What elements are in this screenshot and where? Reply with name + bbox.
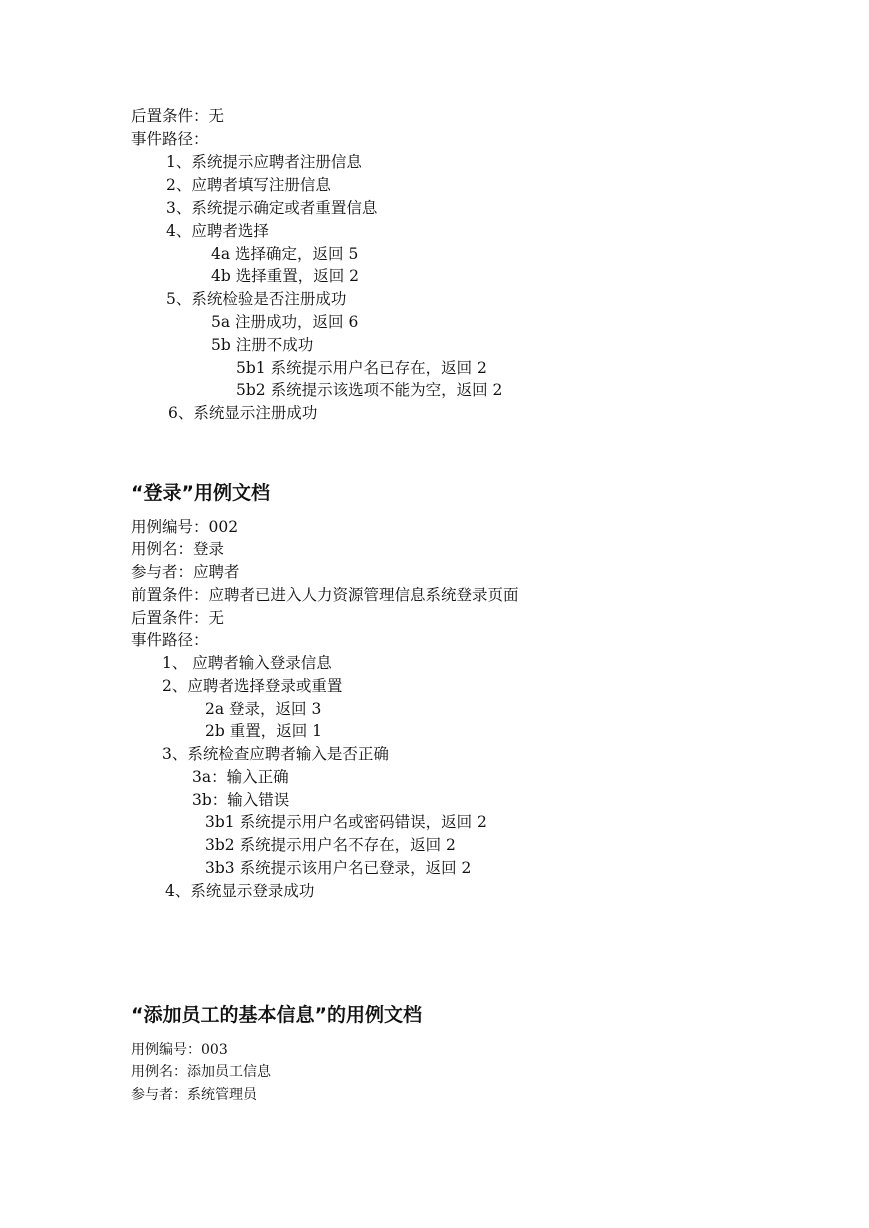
step-5b1: 5b1 系统提示用户名已存在，返回 2 [236,359,487,377]
use-case-id: 用例编号：002 [131,518,239,536]
actor: 参与者：系统管理员 [131,1087,257,1103]
step-3b3: 3b3 系统提示该用户名已登录，返回 2 [205,859,472,877]
step-2: 2、应聘者填写注册信息 [166,176,331,194]
event-path-label: 事件路径： [131,130,209,148]
use-case-name: 用例名：登录 [131,540,225,558]
login-section-title: “登录”用例文档 [131,482,270,504]
add-employee-section-title: “添加员工的基本信息”的用例文档 [131,1004,422,1026]
pre-condition: 前置条件：应聘者已进入人力资源管理信息系统登录页面 [131,586,519,604]
step-2: 2、应聘者选择登录或重置 [162,677,343,695]
step-4b: 4b 选择重置，返回 2 [211,267,359,285]
step-4a: 4a 选择确定，返回 5 [211,245,359,263]
step-6: 6、系统显示注册成功 [168,404,318,422]
step-1: 1、 应聘者输入登录信息 [162,654,332,672]
post-condition: 后置条件：无 [131,107,225,125]
step-3b: 3b：输入错误 [192,791,290,809]
step-3a: 3a：输入正确 [192,768,289,786]
step-3: 3、系统提示确定或者重置信息 [166,199,378,217]
post-condition: 后置条件：无 [131,609,225,627]
step-5a: 5a 注册成功，返回 6 [211,313,359,331]
step-4: 4、系统显示登录成功 [165,882,315,900]
step-2a: 2a 登录，返回 3 [205,700,322,718]
use-case-name: 用例名：添加员工信息 [131,1064,271,1080]
step-1: 1、系统提示应聘者注册信息 [166,153,362,171]
step-4: 4、应聘者选择 [166,222,269,240]
use-case-id: 用例编号：003 [131,1042,228,1058]
step-2b: 2b 重置，返回 1 [205,722,322,740]
actor: 参与者：应聘者 [131,563,240,581]
step-3b1: 3b1 系统提示用户名或密码错误，返回 2 [205,813,487,831]
step-5b2: 5b2 系统提示该选项不能为空，返回 2 [236,381,503,399]
step-3: 3、系统检查应聘者输入是否正确 [162,745,389,763]
event-path-label: 事件路径： [131,631,209,649]
step-3b2: 3b2 系统提示用户名不存在，返回 2 [205,836,456,854]
step-5b: 5b 注册不成功 [211,336,314,354]
step-5: 5、系统检验是否注册成功 [166,290,347,308]
